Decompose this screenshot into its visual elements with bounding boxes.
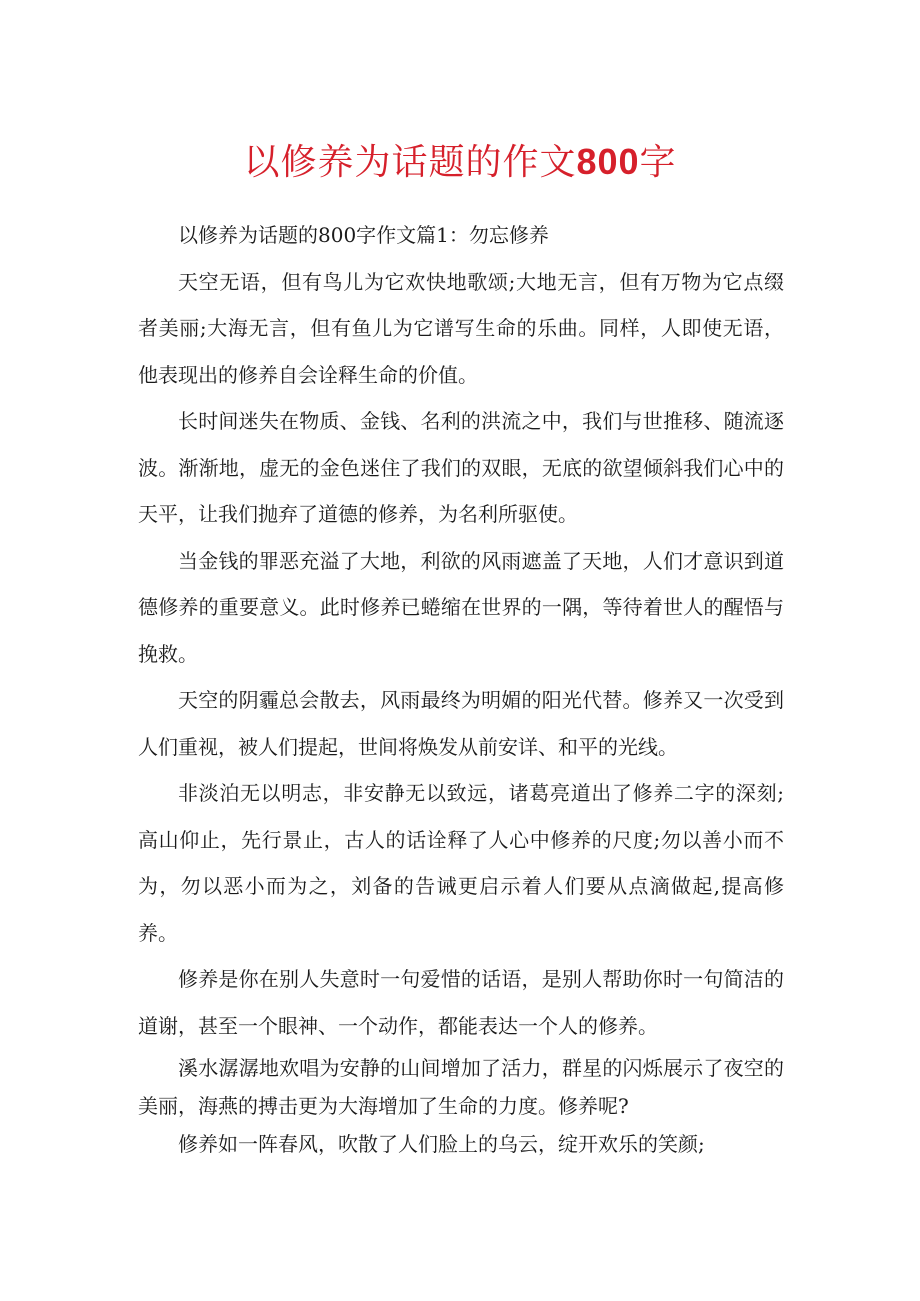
document-title — [0, 138, 920, 187]
paragraph: 溪水潺潺地欢唱为安静的山间增加了活力，群星的闪烁展示了夜空的美丽，海燕的搏击更为大海增加了生命的力度。修养呢? — [138, 1056, 784, 1118]
paragraph: 天空无语，但有鸟儿为它欢快地歌颂;大地无言，但有万物为它点缀者美丽;大海无言，但有鱼儿为它谱写生命的乐曲。同样，人即使无语，他表现出的修养自会诠释生命的价值。 — [138, 269, 784, 387]
title-suffix: 字 — [639, 142, 677, 183]
title-number: 800 — [576, 141, 640, 182]
paragraph: 当金钱的罪恶充溢了大地，利欲的风雨遮盖了天地，人们才意识到道德修养的重要意义。此时修养已蜷缩在世界的一隅，等待着世人的醒悟与挽救。 — [138, 548, 784, 666]
subtitle-paragraph: 以修养为话题的800字作文篇1：勿忘修养 — [178, 223, 549, 247]
paragraph: 天空的阴霾总会散去，风雨最终为明媚的阳光代替。修养又一次受到人们重视，被人们提起，世间将焕发从前安详、和平的光线。 — [138, 688, 784, 759]
paragraph: 修养如一阵春风，吹散了人们脸上的乌云，绽开欢乐的笑颜; — [178, 1132, 705, 1156]
paragraph: 长时间迷失在物质、金钱、名利的洪流之中，我们与世推移、随流逐波。渐渐地，虚无的金色迷住了我们的双眼，无底的欲望倾斜我们心中的天平，让我们抛弃了道德的修养，为名利所驱使。 — [138, 409, 784, 526]
document-body — [138, 212, 784, 1163]
title-text: 以修养为话题的作文 — [243, 142, 577, 183]
paragraph: 修养是你在别人失意时一句爱惜的话语，是别人帮助你时一句简洁的道谢，甚至一个眼神、一个动作，都能表达一个人的修养。 — [138, 967, 784, 1038]
paragraph: 非淡泊无以明志，非安静无以致远，诸葛亮道出了修养二字的深刻;高山仰止，先行景止，古人的话诠释了人心中修养的尺度;勿以善小而不为，勿以恶小而为之，刘备的告诫更启示着人们要从点滴做起,提高修养。 — [138, 781, 784, 945]
